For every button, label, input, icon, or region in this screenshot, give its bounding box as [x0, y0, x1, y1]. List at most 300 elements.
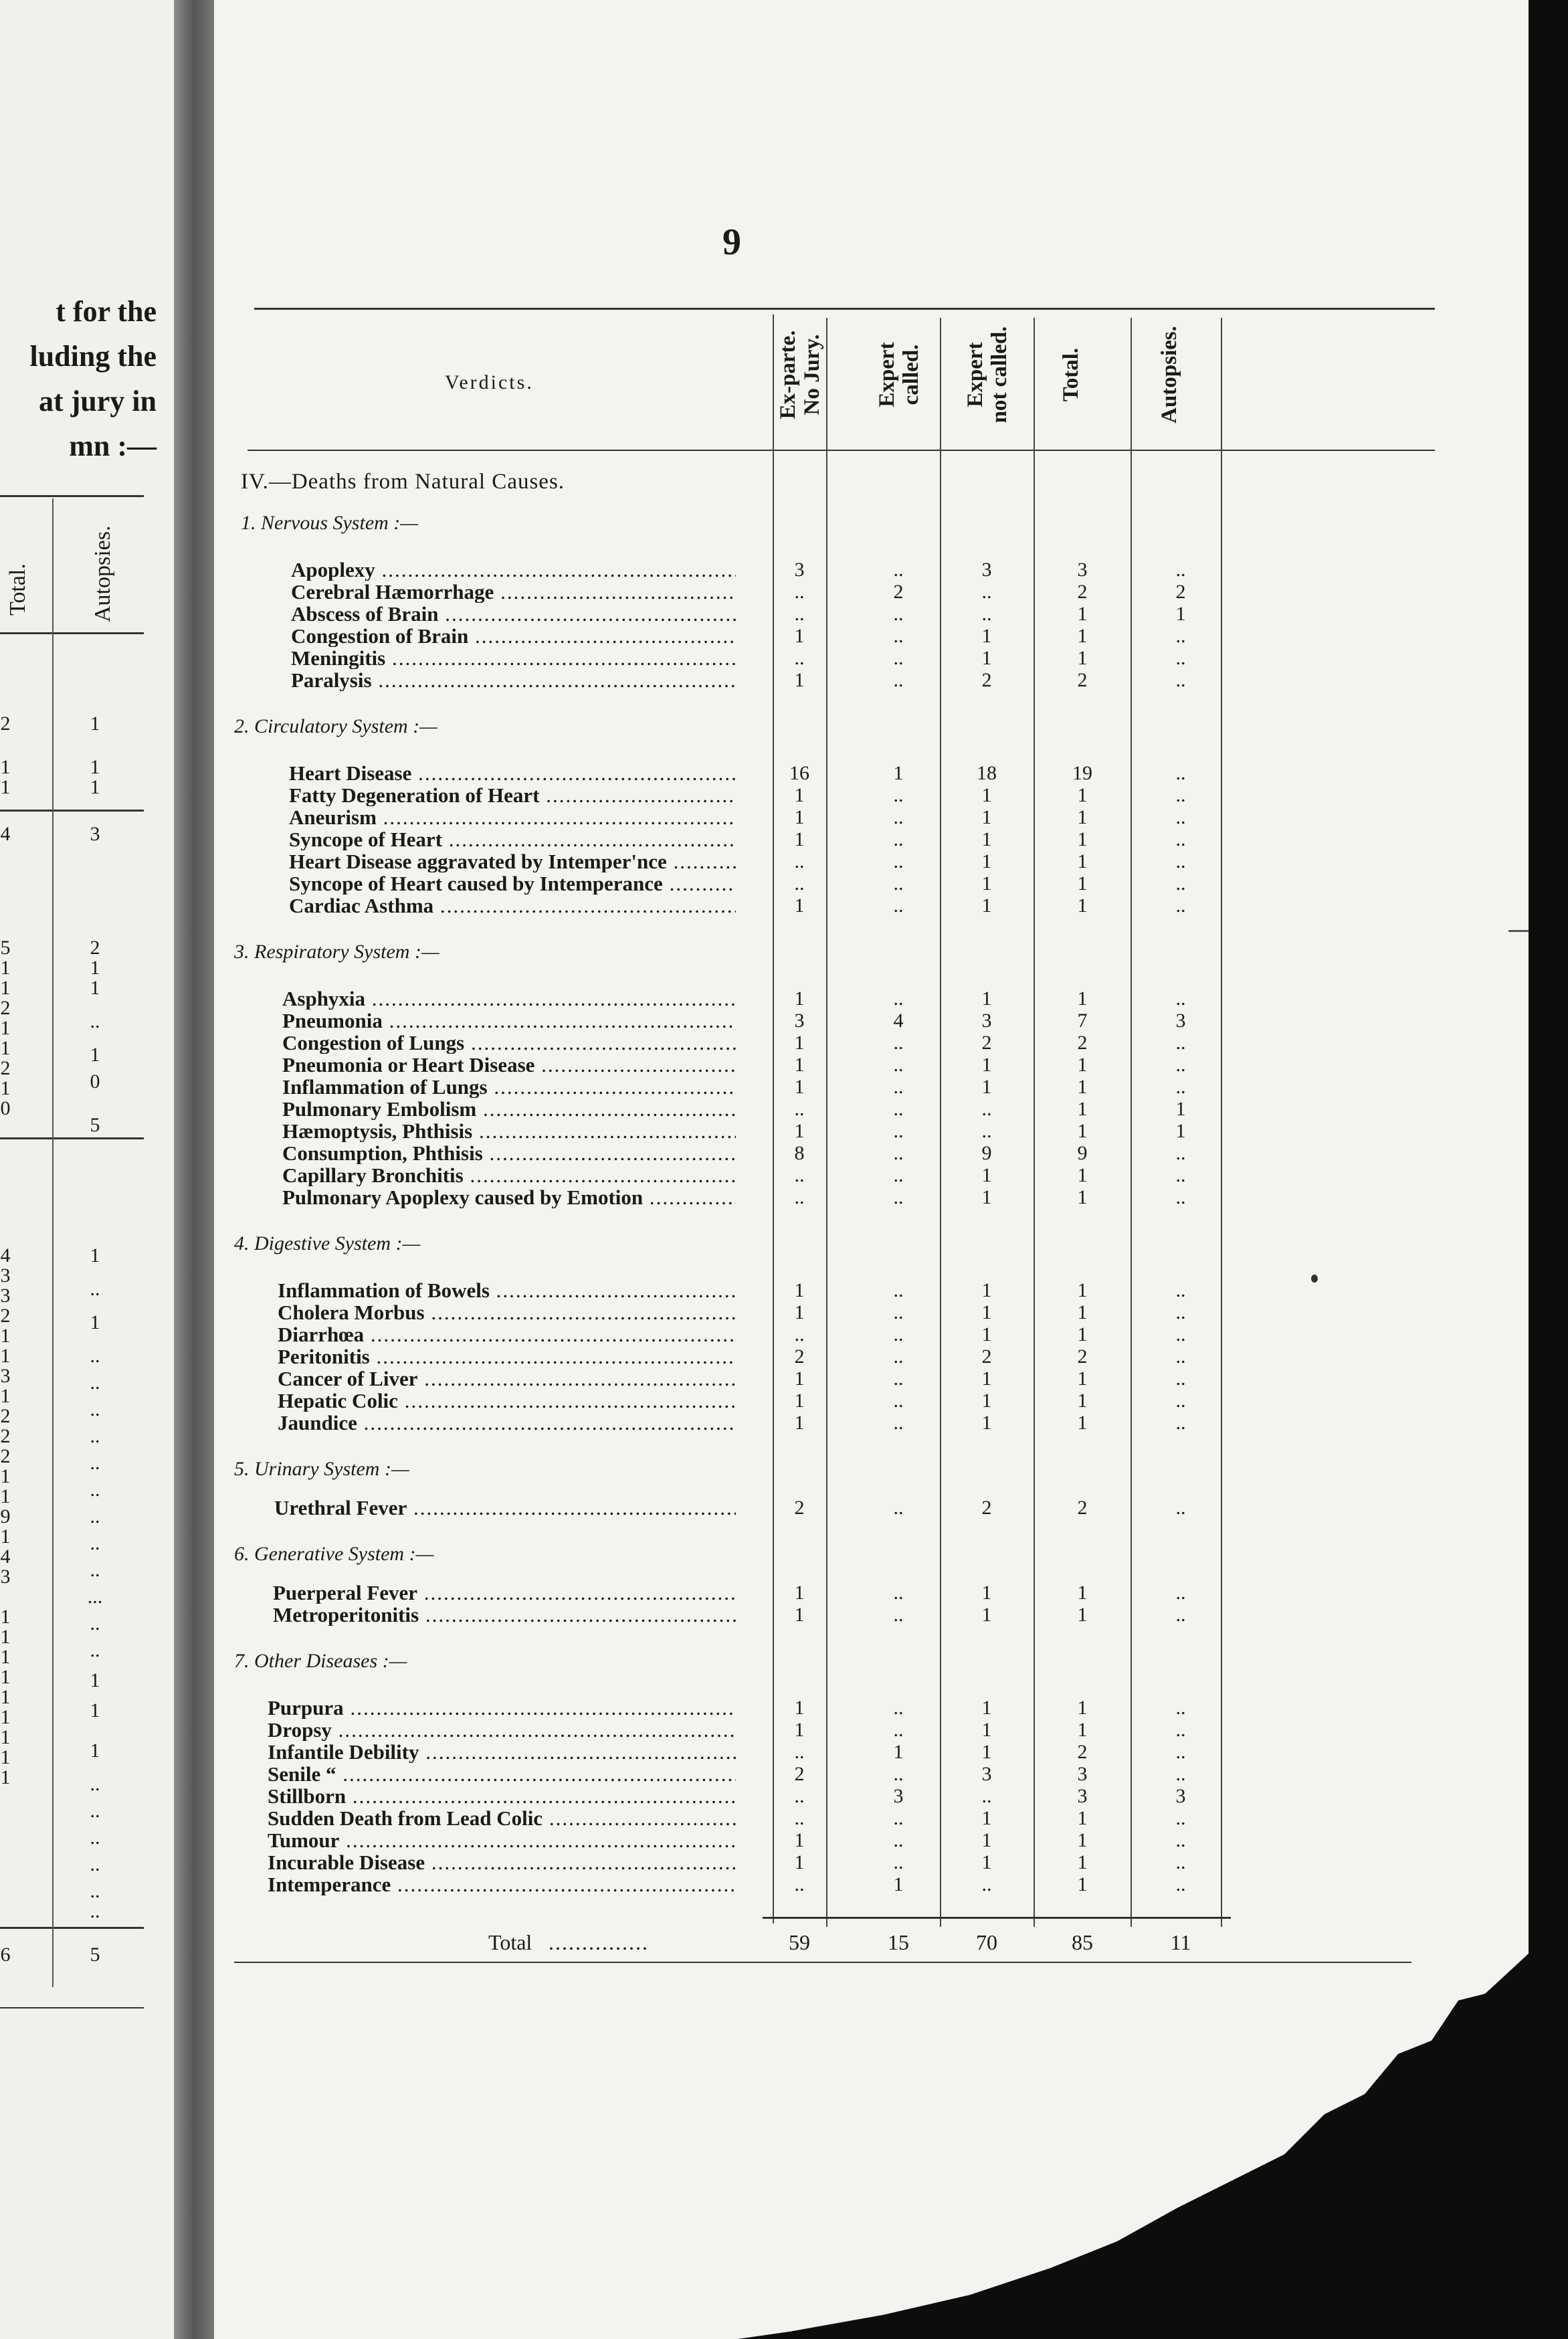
column-rule — [1034, 318, 1035, 1927]
row-value: .. — [794, 1785, 805, 1807]
row-value: .. — [893, 1829, 904, 1851]
row-value: 1 — [794, 1851, 805, 1873]
left-total-value: 0 — [0, 1097, 11, 1119]
row-value: 2 — [1077, 1032, 1088, 1054]
left-autopsies-value: .. — [90, 1639, 100, 1661]
row-value: 1 — [981, 1323, 992, 1345]
left-total-value: 1 — [0, 1037, 11, 1059]
left-autopsies-value: .. — [90, 1398, 100, 1420]
row-value: 3 — [1077, 559, 1088, 581]
row-value: .. — [893, 1120, 904, 1142]
row-label: Sudden Death from Lead Colic ..... — [268, 1807, 736, 1829]
row-value: 1 — [1077, 1076, 1088, 1098]
group-title: 3. Respiratory System :— — [234, 941, 439, 963]
row-value: .. — [1175, 1323, 1186, 1345]
table-row — [278, 1301, 1258, 1323]
row-value: .. — [1175, 1186, 1186, 1208]
row-value: 1 — [1175, 603, 1186, 625]
row-value: .. — [893, 1390, 904, 1412]
left-autopsies-value: 1 — [90, 1244, 100, 1267]
table-row — [274, 1497, 1258, 1519]
page-number: 9 — [722, 221, 741, 263]
row-value: .. — [893, 828, 904, 850]
row-value: .. — [1175, 1741, 1186, 1763]
row-value: .. — [893, 872, 904, 895]
row-value: 1 — [981, 1604, 992, 1626]
row-label: Pulmonary Embolism ..... — [282, 1098, 736, 1120]
row-value: 1 — [981, 850, 992, 872]
row-label: Jaundice ..... — [278, 1412, 736, 1434]
table-row — [282, 1120, 1258, 1142]
row-value: .. — [794, 1098, 805, 1120]
row-label: Cancer of Liver ..... — [278, 1368, 736, 1390]
row-value: .. — [1175, 1301, 1186, 1323]
row-value: 4 — [893, 1010, 904, 1032]
row-value: 2 — [981, 1497, 992, 1519]
row-value: 3 — [794, 559, 805, 581]
row-value: 1 — [1077, 1582, 1088, 1604]
row-value: .. — [893, 1279, 904, 1301]
row-label: Urethral Fever ..... — [274, 1497, 736, 1519]
left-autopsies-value: 1 — [90, 776, 100, 798]
left-total-value: 3 — [0, 1365, 11, 1387]
row-value: 1 — [981, 1164, 992, 1186]
row-value: 2 — [794, 1497, 805, 1519]
left-total-value: 2 — [0, 1057, 11, 1079]
row-value: .. — [794, 1807, 805, 1829]
row-label: Diarrhœa ..... — [278, 1323, 736, 1345]
left-autopsies-value: .. — [90, 1612, 100, 1634]
table-row — [278, 1368, 1258, 1390]
row-value: .. — [893, 1142, 904, 1164]
row-value: .. — [1175, 872, 1186, 895]
row-value: 1 — [981, 806, 992, 828]
row-value: 1 — [981, 1807, 992, 1829]
row-value: 1 — [1077, 895, 1088, 917]
row-label: Consumption, Phthisis ..... — [282, 1142, 736, 1164]
row-value: 1 — [794, 1604, 805, 1626]
row-value: .. — [1175, 762, 1186, 784]
table-row — [278, 1279, 1258, 1301]
left-autopsies-value: .. — [90, 1479, 100, 1501]
row-value: .. — [1175, 1697, 1186, 1719]
row-value: 1 — [1077, 1279, 1088, 1301]
row-label: Tumour ..... — [268, 1829, 736, 1851]
row-value: 1 — [893, 1741, 904, 1763]
row-value: .. — [893, 603, 904, 625]
left-autopsies-value: ... — [87, 1586, 103, 1608]
row-value: .. — [794, 647, 805, 669]
table-row — [282, 1098, 1258, 1120]
row-value: 1 — [794, 1412, 805, 1434]
table-row — [282, 1032, 1258, 1054]
left-total-value: 2 — [0, 1305, 11, 1327]
left-total-value: 2 — [0, 1425, 11, 1447]
left-autopsies-value: .. — [90, 1559, 100, 1581]
left-total-value: 1 — [0, 977, 11, 999]
row-value: 1 — [1077, 1301, 1088, 1323]
left-page-rule — [0, 1137, 144, 1139]
row-label: Purpura ..... — [268, 1697, 736, 1719]
row-value: 1 — [794, 784, 805, 806]
table-row — [278, 1390, 1258, 1412]
row-value: 1 — [981, 1829, 992, 1851]
table-row — [278, 1412, 1258, 1434]
row-value: 1 — [1077, 603, 1088, 625]
column-rule — [1221, 318, 1222, 1927]
row-label: Inflammation of Lungs ..... — [282, 1076, 736, 1098]
row-value: .. — [1175, 806, 1186, 828]
row-value: 1 — [981, 1054, 992, 1076]
table-row — [282, 1054, 1258, 1076]
row-value: 3 — [981, 559, 992, 581]
row-value: 1 — [981, 1390, 992, 1412]
left-page-rule — [0, 495, 144, 497]
total-value: 11 — [1170, 1930, 1191, 1954]
row-value: .. — [893, 988, 904, 1010]
row-value: 1 — [794, 1719, 805, 1741]
row-value: 1 — [1175, 1098, 1186, 1120]
row-value: 2 — [1077, 1497, 1088, 1519]
row-value: 1 — [794, 1697, 805, 1719]
row-label: Apoplexy ..... — [291, 559, 736, 581]
verdicts-column-header: Verdicts. — [445, 371, 534, 393]
left-total-value: 4 — [0, 1244, 11, 1267]
row-label: Hepatic Colic ..... — [278, 1390, 736, 1412]
row-value: 3 — [981, 1010, 992, 1032]
row-value: .. — [981, 603, 992, 625]
row-label: Heart Disease ..... — [289, 762, 736, 784]
group-title: 7. Other Diseases :— — [234, 1650, 407, 1672]
row-value: .. — [1175, 1054, 1186, 1076]
row-value: .. — [893, 1582, 904, 1604]
table-row — [268, 1719, 1258, 1741]
table-row — [282, 1076, 1258, 1098]
table-row — [268, 1851, 1258, 1873]
table-row — [268, 1697, 1258, 1719]
left-total-value: 1 — [0, 1385, 11, 1407]
left-total-value: 2 — [0, 713, 11, 735]
row-value: .. — [1175, 1719, 1186, 1741]
row-label: Paralysis ..... — [291, 669, 736, 691]
table-row — [268, 1807, 1258, 1829]
row-label: Puerperal Fever ..... — [273, 1582, 736, 1604]
row-value: 1 — [1077, 1697, 1088, 1719]
left-autopsies-value: .. — [90, 1900, 100, 1922]
left-total-value: 1 — [0, 1485, 11, 1507]
row-value: 3 — [893, 1785, 904, 1807]
row-value: 1 — [981, 647, 992, 669]
row-value: 1 — [794, 1829, 805, 1851]
row-value: .. — [1175, 1582, 1186, 1604]
row-value: 1 — [981, 1279, 992, 1301]
row-value: .. — [893, 806, 904, 828]
left-total-value: 1 — [0, 1726, 11, 1748]
row-value: 1 — [794, 828, 805, 850]
left-page-column-header: Total. — [5, 563, 30, 616]
row-value: .. — [893, 1164, 904, 1186]
left-page-fragment — [0, 0, 174, 2339]
left-autopsies-value: .. — [90, 1800, 100, 1822]
left-page-column-header: Autopsies. — [90, 525, 115, 622]
row-value: 1 — [794, 895, 805, 917]
group-title: 6. Generative System :— — [234, 1543, 434, 1565]
left-autopsies-value: 1 — [90, 1669, 100, 1691]
row-label: Capillary Bronchitis ..... — [282, 1164, 736, 1186]
group-title: 4. Digestive System :— — [234, 1232, 421, 1254]
row-value: 2 — [893, 581, 904, 603]
row-value: .. — [893, 1032, 904, 1054]
row-value: 2 — [794, 1763, 805, 1785]
row-value: 1 — [794, 625, 805, 647]
left-total-value: 1 — [0, 1017, 11, 1039]
row-value: 1 — [1077, 1873, 1088, 1895]
row-value: 1 — [981, 1186, 992, 1208]
left-total-value: 1 — [0, 1525, 11, 1548]
row-value: .. — [893, 625, 904, 647]
pin-mark — [1311, 1275, 1318, 1283]
row-label: Inflammation of Bowels ..... — [278, 1279, 736, 1301]
left-total-value: 9 — [0, 1505, 11, 1527]
row-value: 1 — [1077, 625, 1088, 647]
row-value: 1 — [981, 1076, 992, 1098]
column-rule — [940, 318, 941, 1927]
book-gutter — [174, 0, 214, 2339]
row-value: 9 — [1077, 1142, 1088, 1164]
total-leader-dots: ............... — [549, 1930, 649, 1954]
total-value: 59 — [789, 1930, 810, 1954]
left-total-value: 1 — [0, 1666, 11, 1688]
column-header-0: Ex-parte. No Jury. — [776, 330, 824, 419]
row-value: .. — [893, 1076, 904, 1098]
left-total-value: 1 — [0, 957, 11, 979]
row-value: .. — [893, 1697, 904, 1719]
row-value: 1 — [1077, 647, 1088, 669]
row-value: .. — [893, 784, 904, 806]
row-label: Abscess of Brain ..... — [291, 603, 736, 625]
row-value: .. — [893, 1719, 904, 1741]
row-value: .. — [794, 581, 805, 603]
row-value: .. — [893, 1301, 904, 1323]
left-autopsies-value: .. — [90, 1773, 100, 1795]
row-value: 3 — [981, 1763, 992, 1785]
row-value: .. — [1175, 1763, 1186, 1785]
row-value: 1 — [981, 895, 992, 917]
row-label: Intemperance ..... — [268, 1873, 736, 1895]
row-value: .. — [1175, 1142, 1186, 1164]
row-value: .. — [1175, 1345, 1186, 1368]
total-value: 15 — [888, 1930, 909, 1954]
total-value: 70 — [976, 1930, 997, 1954]
row-value: 1 — [794, 1120, 805, 1142]
row-value: .. — [1175, 1076, 1186, 1098]
left-autopsies-value: .. — [90, 1278, 100, 1300]
left-page-text: mn :— — [69, 430, 157, 462]
left-autopsies-value: .. — [90, 1010, 100, 1032]
row-value: .. — [1175, 559, 1186, 581]
row-value: 1 — [981, 1741, 992, 1763]
row-value: 1 — [1077, 784, 1088, 806]
row-label: Hæmoptysis, Phthisis ..... — [282, 1120, 736, 1142]
row-label: Dropsy ..... — [268, 1719, 736, 1741]
row-value: .. — [893, 1186, 904, 1208]
row-label: Cholera Morbus ..... — [278, 1301, 736, 1323]
header-bottom-rule — [248, 450, 1435, 451]
table-top-rule — [254, 308, 1435, 310]
main-page — [214, 0, 1529, 2339]
row-value: .. — [794, 850, 805, 872]
table-row — [273, 1604, 1258, 1626]
row-value: .. — [1175, 1851, 1186, 1873]
left-total-value: 1 — [0, 1345, 11, 1367]
table-row — [291, 625, 1258, 647]
table-row — [282, 988, 1258, 1010]
left-autopsies-value: .. — [90, 1532, 100, 1554]
row-value: 1 — [1077, 828, 1088, 850]
row-value: 1 — [1077, 872, 1088, 895]
row-value: 1 — [1077, 1368, 1088, 1390]
row-value: .. — [1175, 1032, 1186, 1054]
row-value: .. — [1175, 895, 1186, 917]
total-value: 85 — [1072, 1930, 1093, 1954]
row-value: .. — [1175, 1873, 1186, 1895]
total-top-rule — [763, 1917, 1231, 1919]
row-value: .. — [1175, 647, 1186, 669]
row-value: .. — [1175, 1390, 1186, 1412]
table-row — [291, 603, 1258, 625]
row-value: 1 — [1077, 1807, 1088, 1829]
left-autopsies-value: .. — [90, 1372, 100, 1394]
row-label: Pulmonary Apoplexy caused by Emotion ..... — [282, 1186, 736, 1208]
row-value: .. — [1175, 1368, 1186, 1390]
row-value: .. — [981, 1098, 992, 1120]
row-value: .. — [1175, 1279, 1186, 1301]
row-value: 3 — [794, 1010, 805, 1032]
table-row — [268, 1763, 1258, 1785]
row-label: Syncope of Heart caused by Intemperance ..... — [289, 872, 736, 895]
column-rule — [826, 318, 827, 1927]
column-header-4: Autopsies. — [1157, 326, 1181, 424]
row-value: 1 — [1077, 1390, 1088, 1412]
row-value: 3 — [1175, 1010, 1186, 1032]
left-total-value: 2 — [0, 997, 11, 1019]
torn-page-corner — [214, 1954, 1529, 2339]
row-value: 2 — [981, 669, 992, 691]
row-value: .. — [794, 872, 805, 895]
left-autopsies-value: 2 — [90, 937, 100, 959]
row-value: .. — [1175, 1807, 1186, 1829]
table-row — [268, 1741, 1258, 1763]
row-value: 1 — [1077, 1412, 1088, 1434]
column-header-3: Total. — [1059, 347, 1083, 402]
row-value: .. — [893, 1054, 904, 1076]
row-value: 1 — [981, 1412, 992, 1434]
left-autopsies-value: 1 — [90, 713, 100, 735]
row-value: 1 — [794, 988, 805, 1010]
row-value: .. — [893, 669, 904, 691]
left-autopsies-value: 1 — [90, 957, 100, 979]
left-page-rule — [0, 810, 144, 812]
table-row — [291, 559, 1258, 581]
group-title: 1. Nervous System :— — [241, 512, 418, 534]
row-label: Fatty Degeneration of Heart ..... — [289, 784, 736, 806]
row-value: 18 — [977, 762, 997, 784]
row-value: 1 — [1077, 1604, 1088, 1626]
row-value: .. — [1175, 1604, 1186, 1626]
left-total-value: 3 — [0, 1566, 11, 1588]
left-page-rule — [0, 2007, 144, 2008]
row-value: 8 — [794, 1142, 805, 1164]
row-label: Peritonitis ..... — [278, 1345, 736, 1368]
margin-mark — [1508, 930, 1529, 932]
row-value: 2 — [1077, 669, 1088, 691]
row-label: Cerebral Hæmorrhage ..... — [291, 581, 736, 603]
row-label: Infantile Debility ..... — [268, 1741, 736, 1763]
row-value: .. — [893, 1323, 904, 1345]
row-value: 1 — [981, 1368, 992, 1390]
row-value: 1 — [981, 828, 992, 850]
row-label: Asphyxia ..... — [282, 988, 736, 1010]
table-row — [282, 1186, 1258, 1208]
left-autopsies-value: 1 — [90, 1311, 100, 1333]
row-value: 1 — [1077, 1323, 1088, 1345]
row-value: 1 — [981, 1697, 992, 1719]
row-value: .. — [1175, 1829, 1186, 1851]
left-page-text: luding the — [29, 340, 157, 373]
row-value: .. — [1175, 625, 1186, 647]
row-value: 1 — [981, 1851, 992, 1873]
table-row — [268, 1873, 1258, 1895]
table-row — [291, 647, 1258, 669]
column-header-1: Expert called. — [875, 342, 923, 407]
row-label: Meningitis ..... — [291, 647, 736, 669]
row-value: 1 — [1077, 1120, 1088, 1142]
row-value: .. — [1175, 1164, 1186, 1186]
left-total-value: 1 — [0, 1077, 11, 1099]
row-value: .. — [794, 1186, 805, 1208]
left-autopsies-value: 1 — [90, 756, 100, 778]
row-value: 1 — [1077, 1186, 1088, 1208]
row-value: .. — [1175, 1497, 1186, 1519]
row-value: .. — [981, 1873, 992, 1895]
left-total-value: 1 — [0, 1686, 11, 1708]
row-value: 1 — [1077, 988, 1088, 1010]
row-value: 1 — [794, 1279, 805, 1301]
row-value: 1 — [1077, 1851, 1088, 1873]
left-autopsies-value: .. — [90, 1505, 100, 1527]
row-value: .. — [893, 895, 904, 917]
row-value: 1 — [893, 762, 904, 784]
row-value: .. — [1175, 784, 1186, 806]
left-page-column-rule — [52, 498, 54, 1987]
row-value: .. — [981, 581, 992, 603]
left-autopsies-value: 5 — [90, 1114, 100, 1136]
row-label: Cardiac Asthma ..... — [289, 895, 736, 917]
left-autopsies-value: 3 — [90, 823, 100, 845]
row-label: Congestion of Lungs ..... — [282, 1032, 736, 1054]
left-total-value: 2 — [0, 1405, 11, 1427]
left-autopsies-value: 0 — [90, 1070, 100, 1093]
row-label: Syncope of Heart ..... — [289, 828, 736, 850]
row-value: 1 — [981, 872, 992, 895]
left-autopsies-value: .. — [90, 1425, 100, 1447]
row-label: Pneumonia ..... — [282, 1010, 736, 1032]
group-title: 2. Circulatory System :— — [234, 715, 437, 737]
row-value: 1 — [1077, 1054, 1088, 1076]
left-autopsies-value: .. — [90, 1880, 100, 1902]
row-value: 1 — [794, 1076, 805, 1098]
row-value: .. — [893, 1807, 904, 1829]
